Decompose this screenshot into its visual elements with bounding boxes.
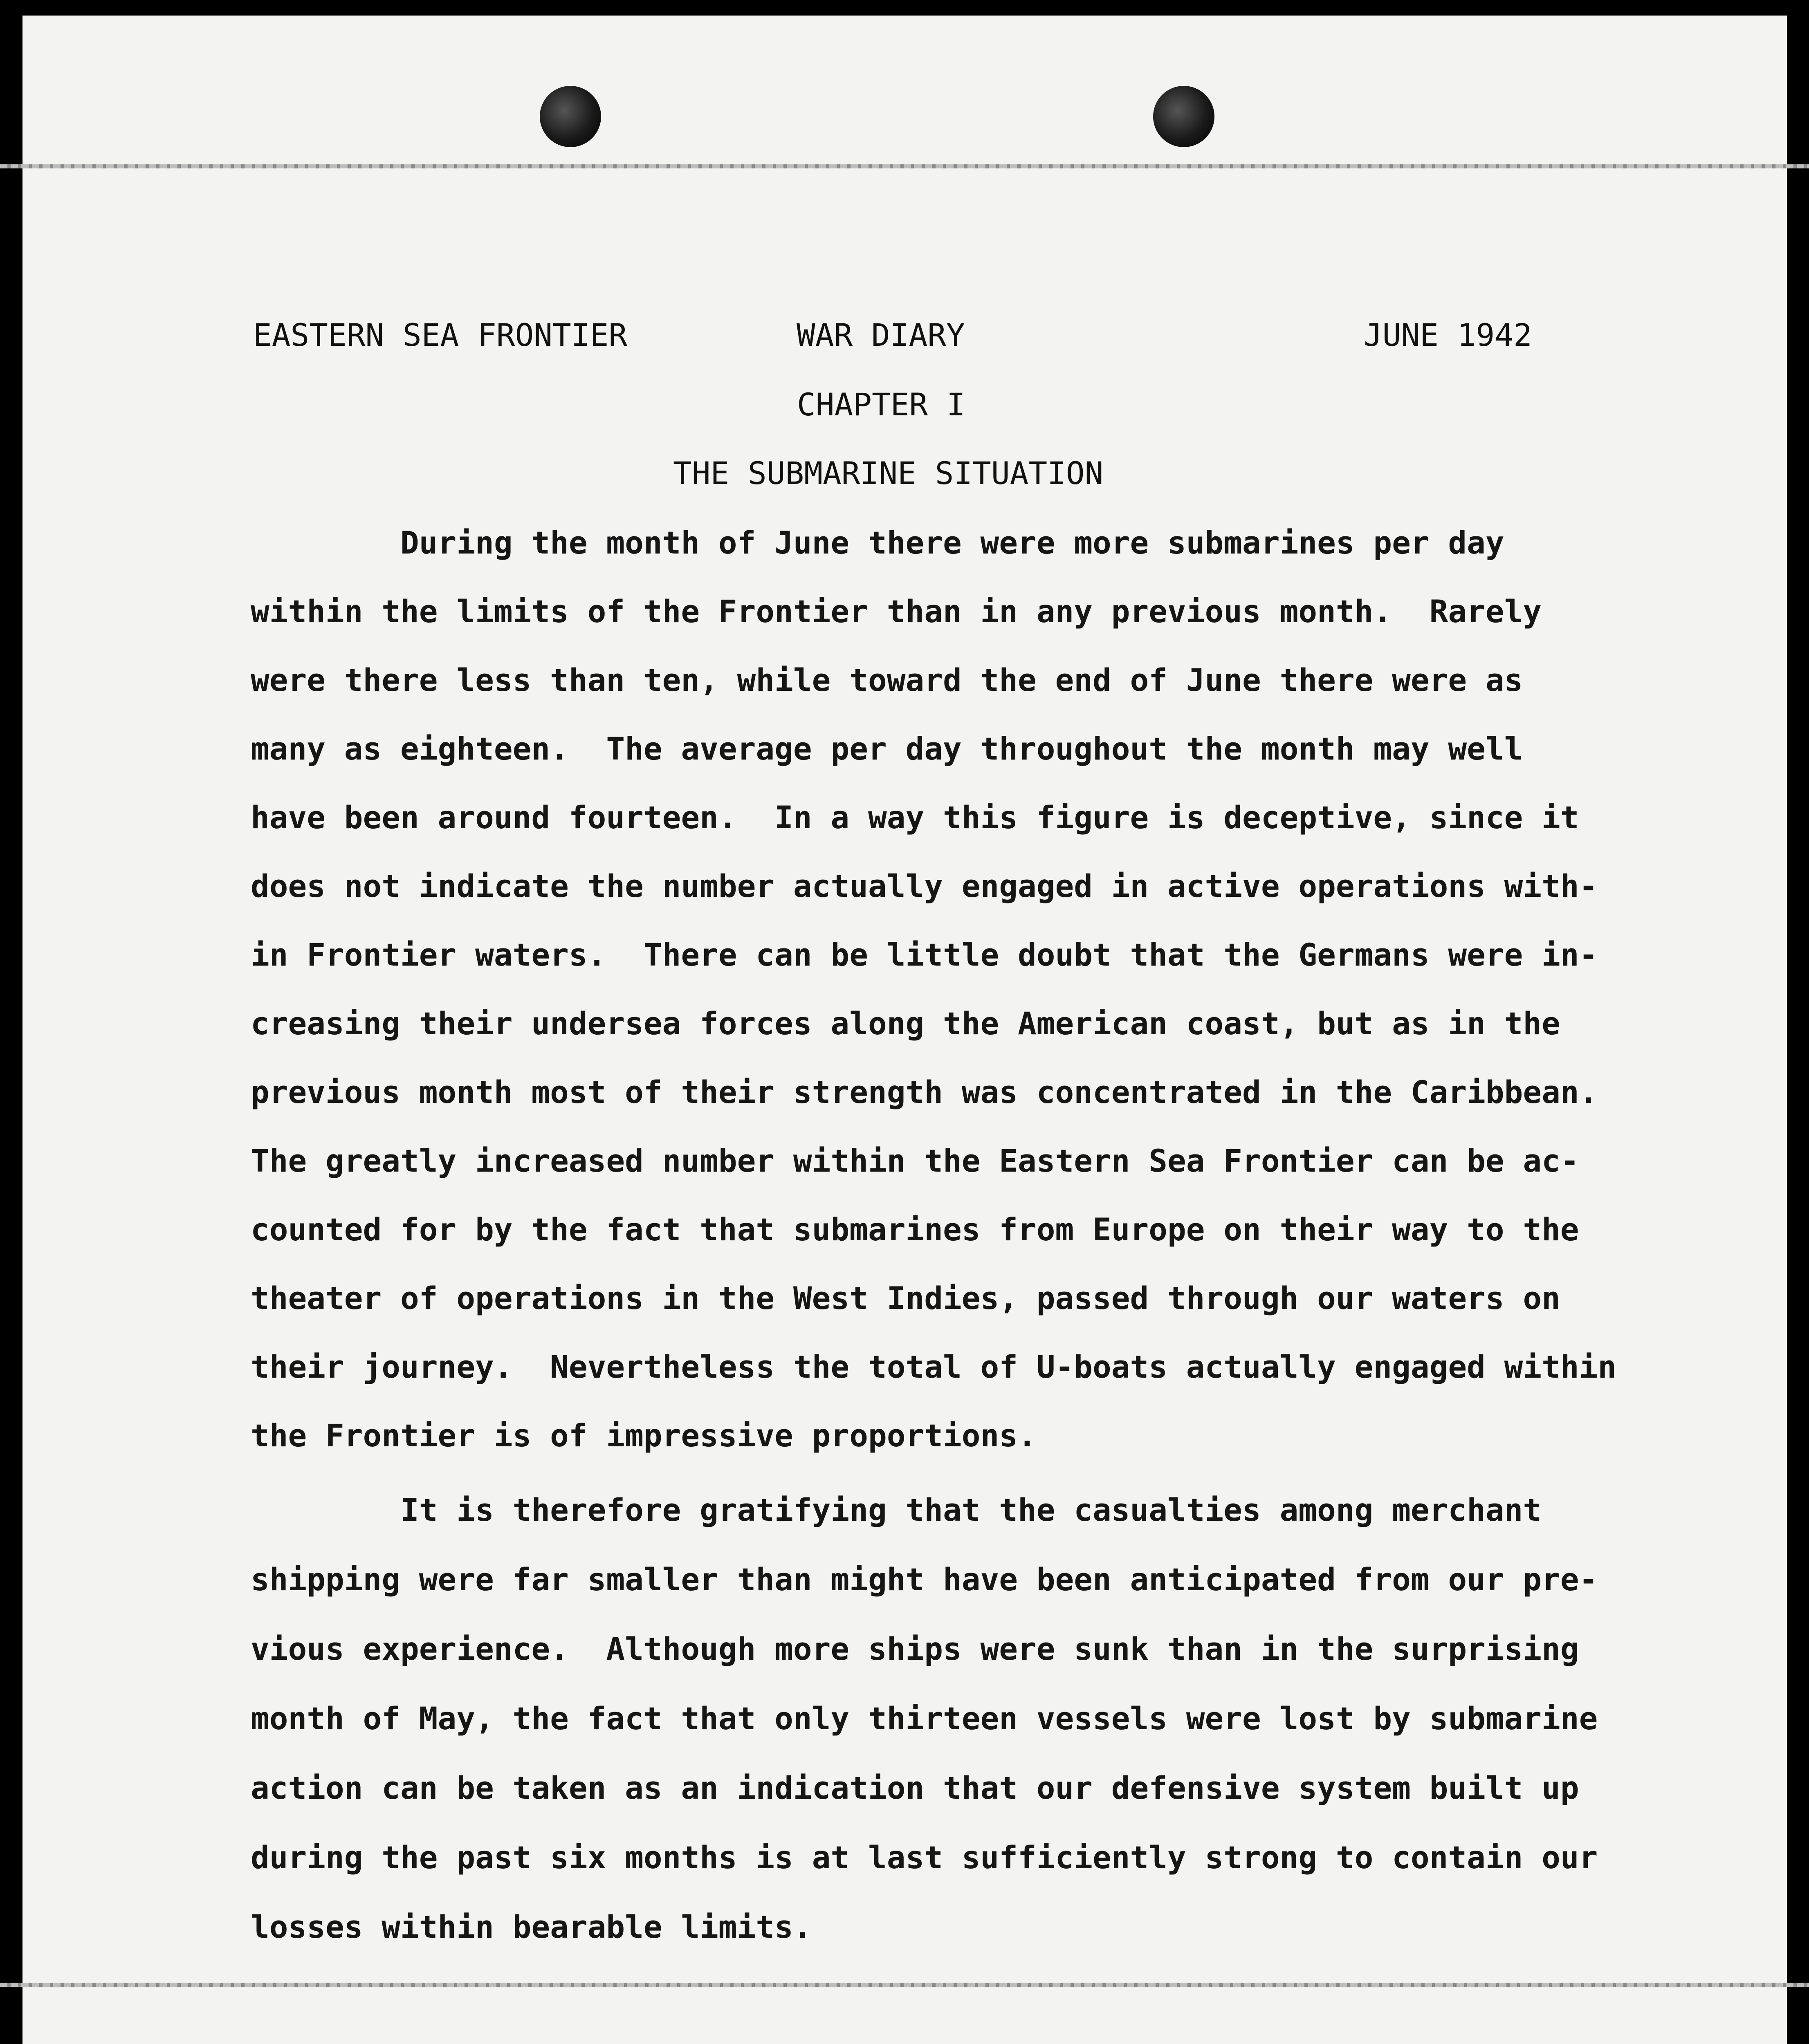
body-line: previous month most of their strength was concentrated in the Caribbean. bbox=[251, 1074, 1598, 1110]
section-title: THE SUBMARINE SITUATION bbox=[673, 455, 1104, 491]
body-line: During the month of June there were more submarines per day bbox=[251, 524, 1504, 561]
body-line: within the limits of the Frontier than in any previous month. Rarely bbox=[251, 593, 1542, 630]
body-line: have been around fourteen. In a way this figure is deceptive, since it bbox=[251, 799, 1579, 836]
header-center: WAR DIARY bbox=[797, 317, 965, 353]
body-line: theater of operations in the West Indies, passed through our waters on bbox=[251, 1280, 1560, 1316]
header-right: JUNE 1942 bbox=[1364, 317, 1532, 353]
body-line: The greatly increased number within the Eastern Sea Frontier can be ac- bbox=[251, 1143, 1579, 1179]
punch-hole-left bbox=[540, 86, 601, 147]
film-edge-bottom bbox=[0, 1983, 1809, 1987]
body-line: action can be taken as an indication that our defensive system built up bbox=[251, 1770, 1579, 1806]
body-line: It is therefore gratifying that the casualties among merchant bbox=[251, 1492, 1542, 1528]
chapter-heading: CHAPTER I bbox=[797, 386, 965, 423]
body-line: in Frontier waters. There can be little doubt that the Germans were in- bbox=[251, 937, 1598, 973]
body-line: shipping were far smaller than might have been anticipated from our pre- bbox=[251, 1561, 1598, 1598]
body-line: losses within bearable limits. bbox=[251, 1909, 812, 1945]
body-line: vious experience. Although more ships were sunk than in the surprising bbox=[251, 1631, 1579, 1667]
body-line: counted for by the fact that submarines from Europe on their way to the bbox=[251, 1211, 1579, 1248]
body-line: their journey. Nevertheless the total of U-boats actually engaged within bbox=[251, 1349, 1617, 1385]
body-line: month of May, the fact that only thirteen vessels were lost by submarine bbox=[251, 1700, 1598, 1737]
film-edge-top bbox=[0, 164, 1809, 168]
body-line: were there less than ten, while toward the end of June there were as bbox=[251, 662, 1523, 698]
punch-hole-right bbox=[1153, 86, 1214, 147]
body-line: during the past six months is at last sufficiently strong to contain our bbox=[251, 1839, 1598, 1876]
body-line: does not indicate the number actually engaged in active operations with- bbox=[251, 868, 1598, 904]
body-line: creasing their undersea forces along the American coast, but as in the bbox=[251, 1005, 1560, 1042]
header-left: EASTERN SEA FRONTIER bbox=[253, 317, 628, 353]
body-line: many as eighteen. The average per day throughout the month may well bbox=[251, 731, 1523, 767]
body-line: the Frontier is of impressive proportions. bbox=[251, 1417, 1037, 1454]
